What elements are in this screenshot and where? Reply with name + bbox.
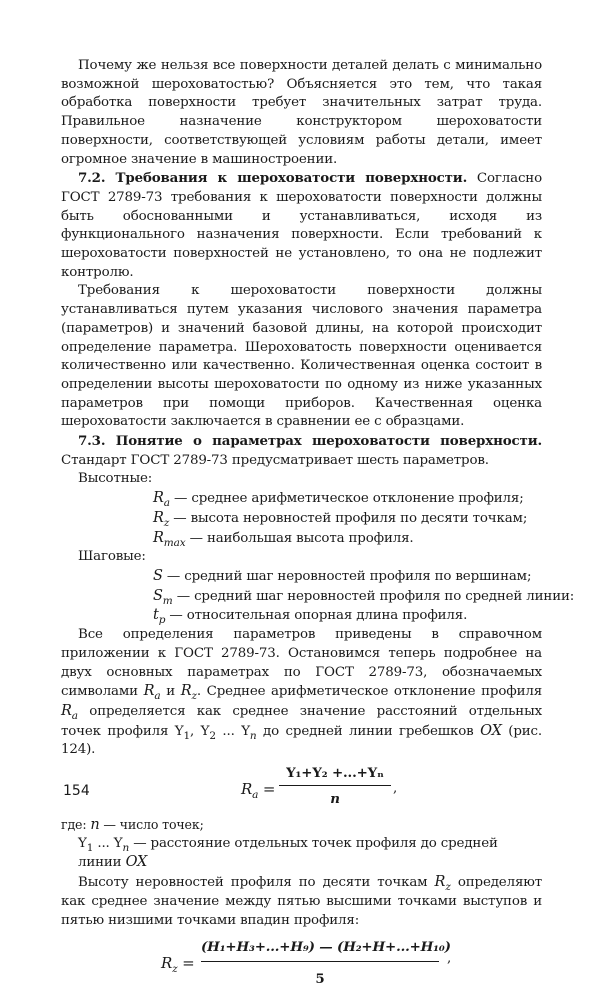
text-run: . Среднее арифметическое отклонение профиля bbox=[196, 684, 542, 700]
fraction bbox=[279, 764, 391, 808]
param-subscript: z bbox=[163, 516, 170, 529]
symbol-r: R bbox=[61, 702, 72, 719]
subscript: n bbox=[249, 729, 257, 742]
subscript: n bbox=[122, 841, 130, 854]
subscript: a bbox=[154, 690, 161, 703]
fraction-bar bbox=[279, 785, 391, 786]
fraction bbox=[201, 938, 451, 988]
param-description: — высота неровностей профиля по десяти точкам; bbox=[169, 510, 528, 526]
denominator: n bbox=[330, 790, 340, 807]
symbol-n: n bbox=[90, 817, 100, 834]
param-sm bbox=[153, 587, 575, 607]
text-run: — расстояние отдельных точек профиля до средней линии bbox=[78, 835, 498, 871]
symbol-r: R bbox=[161, 954, 173, 973]
param-description: — средний шаг неровностей профиля по средней линии: bbox=[172, 588, 575, 604]
paragraph-definitions bbox=[61, 626, 542, 760]
symbol-r: R bbox=[434, 874, 446, 891]
symbol-r: R bbox=[180, 683, 192, 700]
numerator: (H₁+H₃+...+H₉) — (H₂+H+...+H₁₀) bbox=[201, 939, 451, 956]
subscript: 1 bbox=[183, 729, 190, 742]
where-y bbox=[61, 835, 542, 873]
section-7-3-text: Стандарт ГОСТ 2789-73 предусматривает шесть параметров. bbox=[61, 452, 489, 468]
param-description: — наибольшая высота профиля. bbox=[185, 530, 414, 546]
height-params-list bbox=[61, 489, 542, 548]
param-symbol: R bbox=[153, 509, 164, 526]
symbol-y: Y bbox=[78, 835, 87, 851]
param-rmax bbox=[153, 529, 542, 549]
equals-sign: = bbox=[258, 780, 276, 799]
param-subscript: m bbox=[162, 594, 173, 607]
text-run: (рис. 124). bbox=[61, 723, 542, 758]
formula-lhs bbox=[241, 780, 276, 802]
text-run: до средней линии гребешков bbox=[256, 723, 481, 739]
text-run: Все определения параметров приведены в справочном приложении к ГОСТ 2789-73. Остановимся теперь подробнее на двух основных параметрах по ГОСТ 2789-73, обозначаемых символами bbox=[61, 627, 542, 700]
axis-ox: OX bbox=[480, 722, 502, 739]
subscript: a bbox=[71, 709, 78, 722]
text-run: , Y bbox=[190, 723, 210, 739]
param-subscript: max bbox=[163, 536, 186, 549]
param-s bbox=[153, 567, 542, 587]
param-ra bbox=[153, 489, 542, 509]
param-symbol: R bbox=[153, 529, 164, 546]
text-run: ... Y bbox=[215, 723, 250, 739]
param-description: — средний шаг неровностей профиля по вершинам; bbox=[162, 568, 532, 584]
param-rz bbox=[153, 509, 542, 529]
where-n bbox=[61, 816, 542, 835]
step-params-list bbox=[61, 567, 575, 627]
paragraph-rz bbox=[61, 873, 542, 930]
formula-comma: , bbox=[393, 781, 398, 797]
section-7-3 bbox=[61, 432, 542, 470]
section-7-2 bbox=[61, 169, 542, 282]
formula-comma: , bbox=[447, 951, 452, 967]
symbol-r: R bbox=[241, 780, 253, 799]
text-run: где: bbox=[61, 817, 91, 833]
book-page-body bbox=[61, 57, 575, 992]
text-run: Высоту неровностей профиля по десяти точкам bbox=[78, 875, 435, 891]
text-run: ... Y bbox=[93, 835, 123, 851]
param-subscript: a bbox=[163, 497, 170, 510]
text-run: определяется как среднее значение расстояний отдельных точек профиля Y bbox=[61, 703, 542, 739]
text-run: определяют как среднее значение между пятью высшими точками выступов и пятью низшими точками впадин профиля: bbox=[61, 875, 543, 928]
subscript: 1 bbox=[86, 841, 94, 854]
paragraph-requirements: Требования к шероховатости поверхности должны устанавливаться путем указания числового значения параметра (параметров) и значений базовой длины, на которой происходит определение параметра. Шероховатость поверхности оценивается количественно или качественно. Количественная оценка состоит в определении высоты шероховатости по одному из ниже указанных параметров при помощи приборов. Качественная оценка шероховатости заключается в сравнении ее с образцами. bbox=[61, 283, 542, 430]
subscript: z bbox=[445, 881, 451, 894]
formula-lhs bbox=[161, 954, 195, 976]
section-7-2-text: Согласно ГОСТ 2789-73 требования к шероховатости поверхности должны быть обоснованными и устанавливаться, исходя из функционального назначения поверхности. Если требований к шероховатости поверхностей не установлено, то она не подлежит контролю. bbox=[61, 171, 542, 280]
subscript: z bbox=[191, 690, 197, 703]
denominator: 5 bbox=[315, 970, 325, 987]
section-7-3-title: 7.3. Понятие о параметрах шероховатости поверхности. bbox=[78, 433, 542, 450]
axis-ox: OX bbox=[125, 854, 148, 871]
param-symbol: R bbox=[153, 490, 164, 507]
param-description: — среднее арифметическое отклонение профиля; bbox=[169, 491, 524, 507]
param-description: — относительная опорная длина профиля. bbox=[165, 608, 468, 624]
equals-sign: = bbox=[177, 954, 195, 973]
formula-rz bbox=[61, 930, 542, 992]
fraction-bar bbox=[201, 961, 439, 962]
param-symbol: S bbox=[153, 587, 163, 604]
param-tp bbox=[153, 606, 542, 626]
subscript: a bbox=[252, 789, 259, 802]
step-params-label: Шаговые: bbox=[78, 549, 146, 565]
section-7-2-title: 7.2. Требования к шероховатости поверхности. bbox=[78, 170, 468, 187]
formula-ra bbox=[61, 760, 542, 816]
subscript: z bbox=[172, 963, 178, 976]
param-subscript: p bbox=[158, 614, 166, 627]
text-run: — число точек; bbox=[99, 817, 204, 833]
param-symbol: t bbox=[153, 607, 159, 624]
subscript: 2 bbox=[209, 729, 216, 742]
symbol-r: R bbox=[143, 683, 155, 700]
param-symbol: S bbox=[153, 567, 163, 584]
numerator: Y₁+Y₂ +...+Yₙ bbox=[286, 765, 384, 782]
page-number: 154 bbox=[63, 783, 90, 799]
paragraph-intro: Почему же нельзя все поверхности деталей делать с минимально возможной шероховатостью? Объясняется это тем, что такая обработка поверхности требует значительных затрат труда. Правильное назначение конструктором шероховатости поверхности, соответствующей условиям работы детали, имеет огромное значение в машиностроении. bbox=[61, 58, 542, 167]
height-params-label: Высотные: bbox=[78, 471, 153, 487]
text-run: и bbox=[160, 684, 181, 700]
